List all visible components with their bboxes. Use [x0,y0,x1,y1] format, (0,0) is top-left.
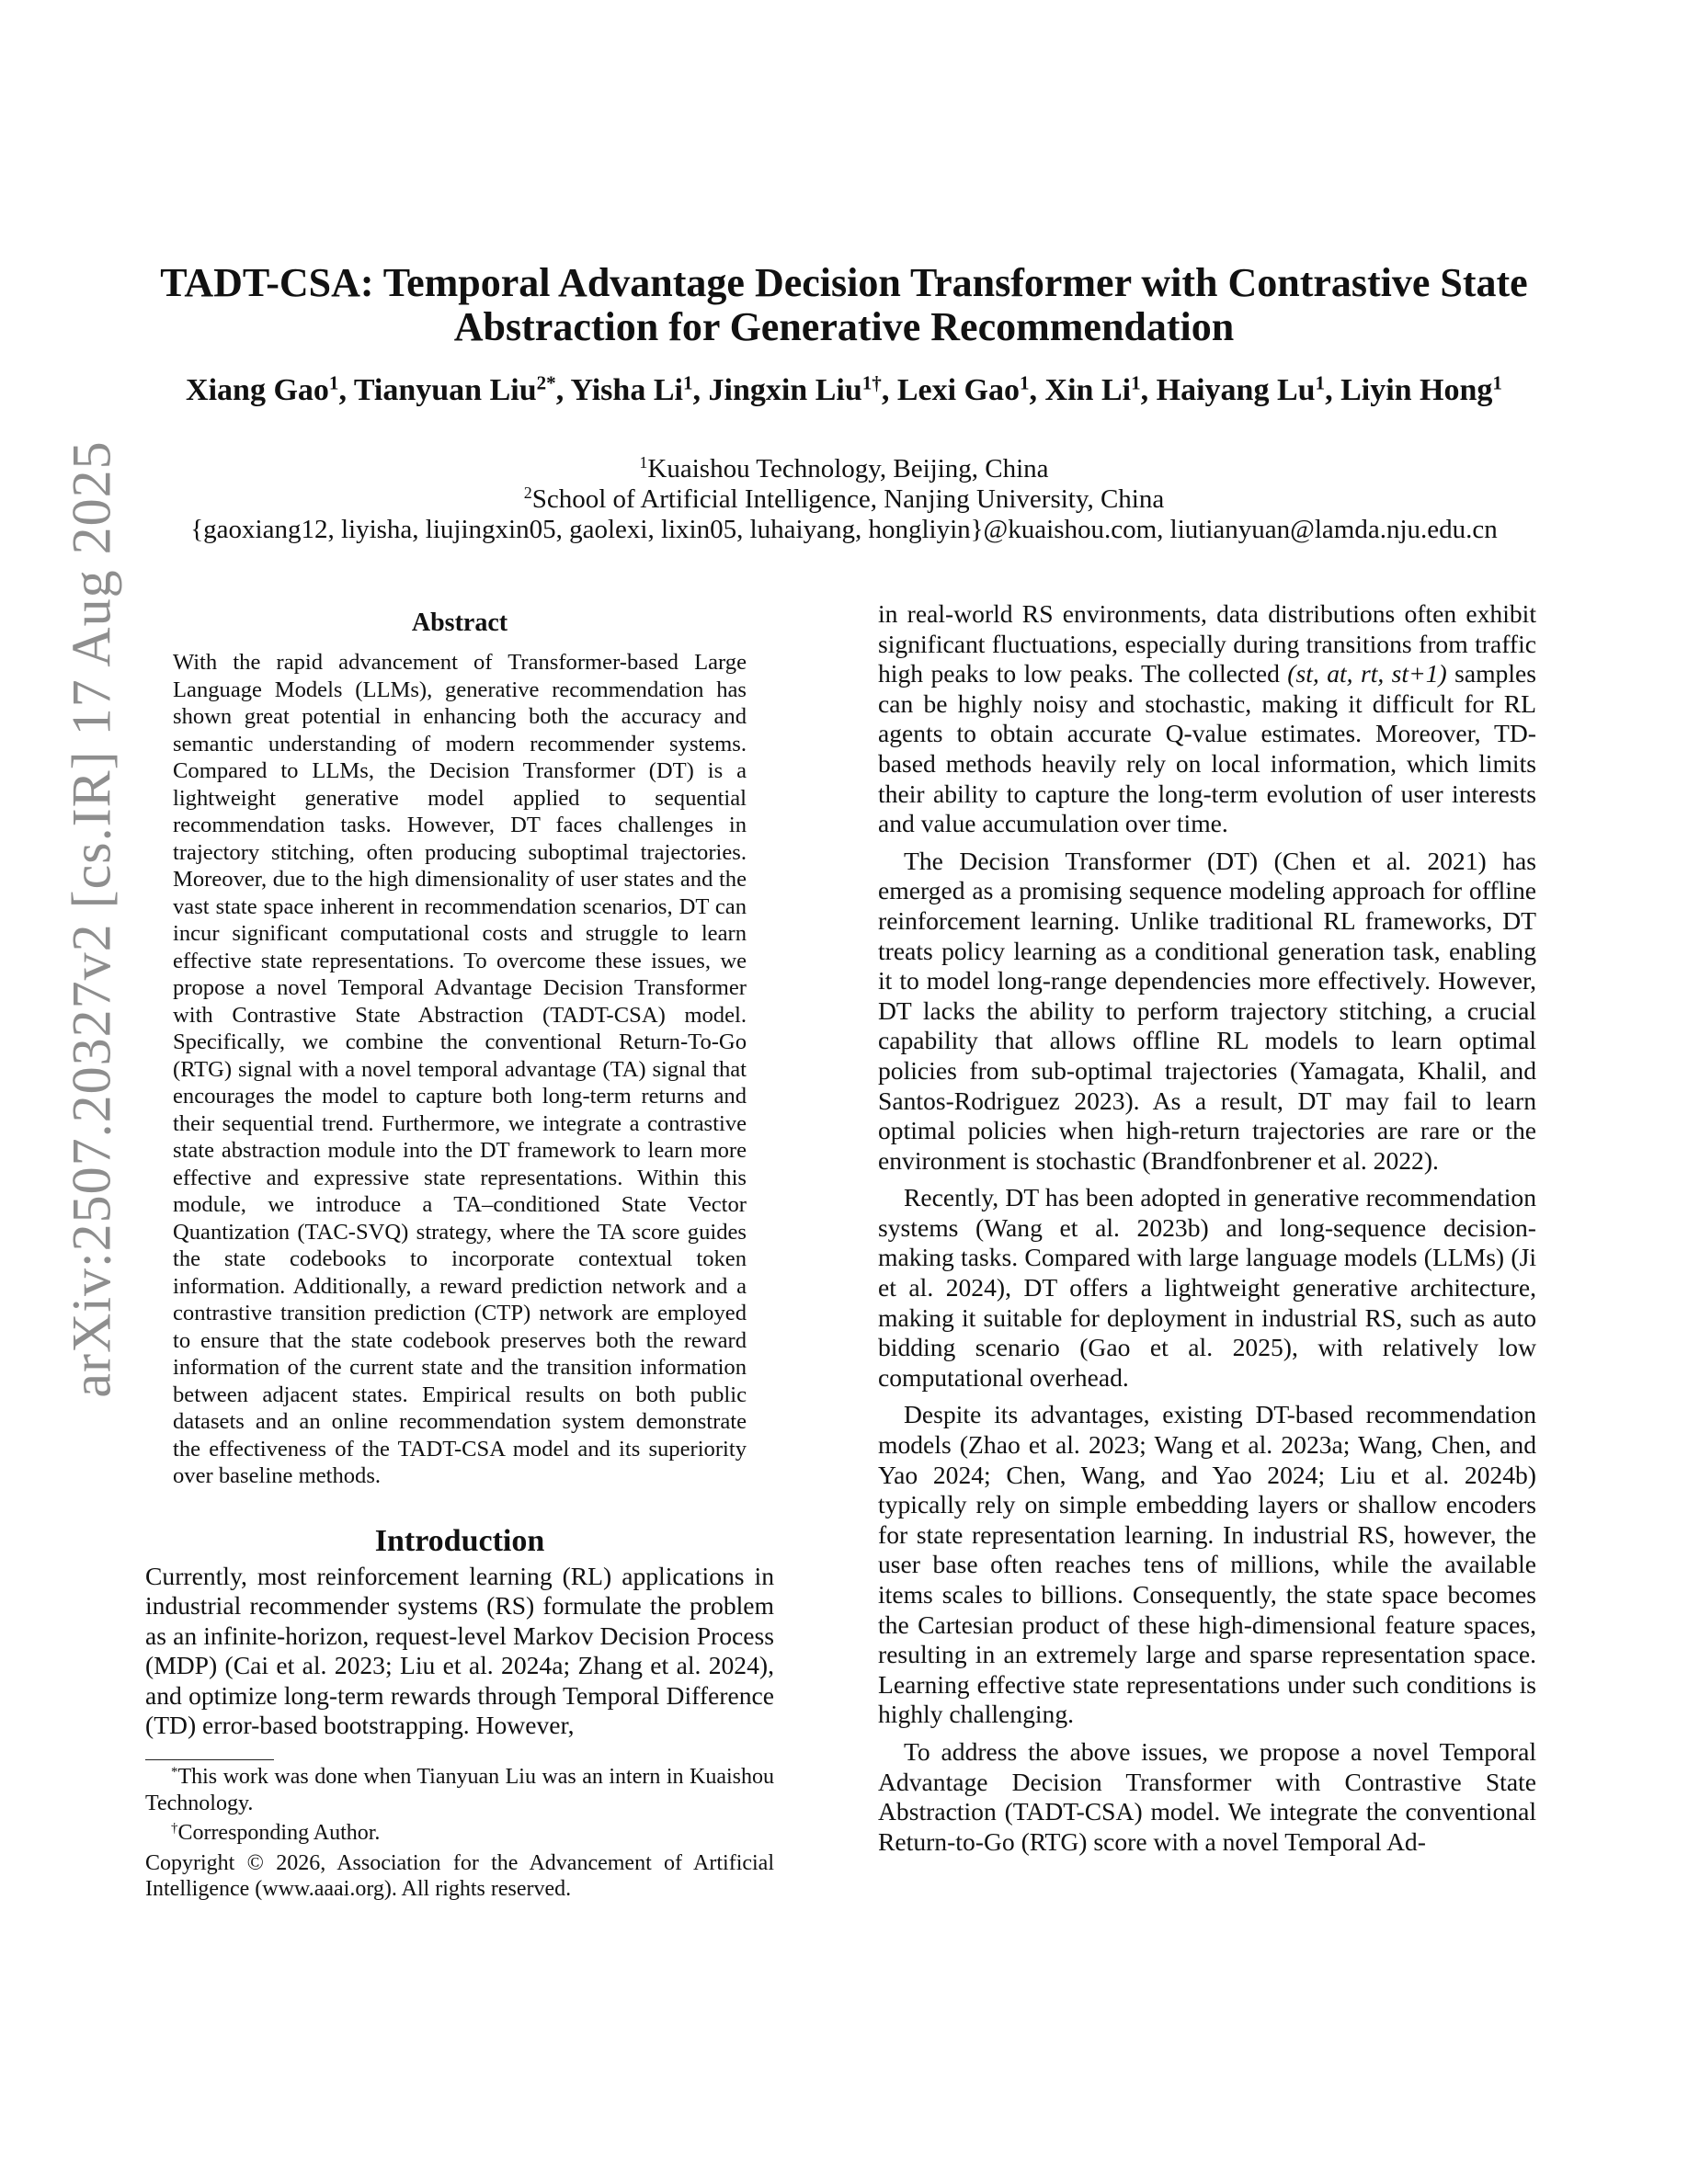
introduction-heading: Introduction [374,1523,545,1558]
footnote: †Corresponding Author. [171,1820,381,1846]
author: Tianyuan Liu$^{2*}$, [353,371,571,407]
author: Lexi Gao$^1$, [896,371,1045,407]
author: Liyin Hong$^1$ [1340,371,1502,407]
paper-title: TADT-CSA: Temporal Advantage Decision Transformer with Contrastive State Abstraction for Generative Recommendation [160,260,1528,349]
author-emails: {gaoxiang12, liyisha, liujingxin05, gaolexi, lixin05, luhaiyang, hongliyin}@kuaishou.com, liutianyuan@lamda.nju.edu.cn [190,515,1498,544]
body-paragraph: To address the above issues, we propose a novel Temporal Advantage Decision Transformer with Contrastive State Abstraction (TADT-CSA) model. We integrate the conventional Return-to-Go (RTG) score with a novel Temporal Ad- [878,1736,1536,1856]
affiliation: $^2$School of Artificial Intelligence, Nanjing University, China [523,483,1165,514]
left-column [145,599,774,1903]
copyright-notice: Copyright © 2026, Association for the Advancement of Artificial Intelligence (www.aaai.org). All rights reserved. [145,1850,774,1902]
author: Xin Li$^1$, [1044,371,1157,407]
author-list [147,372,1541,409]
sample-tuple-math: (st, at, rt, st+1) [1287,659,1447,688]
footnote-divider [145,1759,274,1760]
body-paragraph: Despite its advantages, existing DT-based recommendation models (Zhao et al. 2023; Wang et al. 2023a; Wang, Chen, and Yao 2024; Chen, Wang, and Yao 2024; Liu et al. 2024b) typically rely on simple embedding layers or shallow encoders for state representation learning. In industrial RS, however, the user base often reaches tens of millions, while the available items scales to billions. Consequently, the state space becomes the Cartesian product of these high-dimensional feature spaces, resulting in an extremely large and sparse representation space. Learning effective state representations under such conditions is highly challenging. [878,1400,1536,1729]
right-column [878,599,1536,1857]
author: Jingxin Liu$^{1\dagger}$, [708,371,897,407]
abstract-text: With the rapid advancement of Transformer-based Large Language Models (LLMs), generative recommendation has shown great potential in enhancing both the accuracy and semantic understanding of modern recommender systems. Compared to LLMs, the Decision Transformer (DT) is a lightweight generative model applied to sequential recommendation tasks. However, DT faces challenges in trajectory stitching, often producing suboptimal trajectories. Moreover, due to the high dimensionality of user states and the vast state space inherent in recommendation scenarios, DT can incur significant computational costs and struggle to learn effective state representations. To overcome these issues, we propose a novel Temporal Advantage Decision Transformer with Contrastive State Abstraction (TADT-CSA) model. Specifically, we combine the conventional Return-To-Go (RTG) signal with a novel temporal advantage (TA) signal that encourages the model to capture both long-term returns and their sequential trend. Furthermore, we integrate a contrastive state abstraction module into the DT framework to learn more effective and expressive state representations. Within this module, we introduce a TA–conditioned State Vector Quantization (TAC-SVQ) strategy, where the TA score guides the state codebooks to incorporate contextual token information. Additionally, a reward prediction network and a contrastive transition prediction (CTP) network are employed to ensure that the state codebook preserves both the reward information of the current state and the transition information between adjacent states. Empirical results on both public datasets and an online recommendation system demonstrate the effectiveness of the TADT-CSA model and its superiority over baseline methods. [173,650,747,1488]
author: Haiyang Lu$^1$, [1156,371,1341,407]
author: Yisha Li$^1$, [570,371,709,407]
body-paragraph: The Decision Transformer (DT) (Chen et al. 2021) has emerged as a promising sequence modeling approach for offline reinforcement learning. Unlike traditional RL frameworks, DT treats policy learning as a conditional generation task, enabling it to model long-range dependencies more effectively. However, DT lacks the ability to perform trajectory stitching, a crucial capability that allows offline RL models to learn optimal policies from sub-optimal trajectories (Yamagata, Khalil, and Santos-Rodriguez 2023). As a result, DT may fail to learn optimal policies when high-return trajectories are rare or the environment is stochastic (Brandfonbrener et al. 2022). [878,846,1536,1175]
author: Xiang Gao$^1$, [186,371,354,407]
intro-paragraph: Currently, most reinforcement learning (RL) applications in industrial recommender systems (RS) formulate the problem as an infinite-horizon, request-level Markov Decision Process (MDP) (Cai et al. 2023; Liu et al. 2024a; Zhang et al. 2024), and optimize long-term rewards through Temporal Difference (TD) error-based bootstrapping. However, [145,1561,774,1740]
affiliation: $^1$Kuaishou Technology, Beijing, China [639,453,1049,483]
body-paragraph: Recently, DT has been adopted in generative recommendation systems (Wang et al. 2023b) and long-sequence decision-making tasks. Compared with large language models (LLMs) (Ji et al. 2024), DT offers a lightweight generative architecture, making it suitable for deployment in industrial RS, such as auto bidding scenario (Gao et al. 2025), with relatively low computational overhead. [878,1183,1536,1392]
footnote: *This work was done when Tianyuan Liu was an intern in Kuaishou Technology. [145,1764,774,1815]
abstract-heading: Abstract [411,609,508,637]
arxiv-identifier: arXiv:2507.20327v2 [cs.IR] 17 Aug 2025 [61,440,122,1398]
body-paragraph: in real-world RS environments, data distributions often exhibit significant fluctuations, especially during transitions from traffic high peaks to low peaks. The collected (st, at, rt, st+1) samples can be highly noisy and stochastic, making it difficult for RL agents to obtain accurate Q-value estimates. Moreover, TD-based methods heavily rely on local information, which limits their ability to capture the long-term evolution of user interests and value accumulation over time. [878,599,1536,838]
